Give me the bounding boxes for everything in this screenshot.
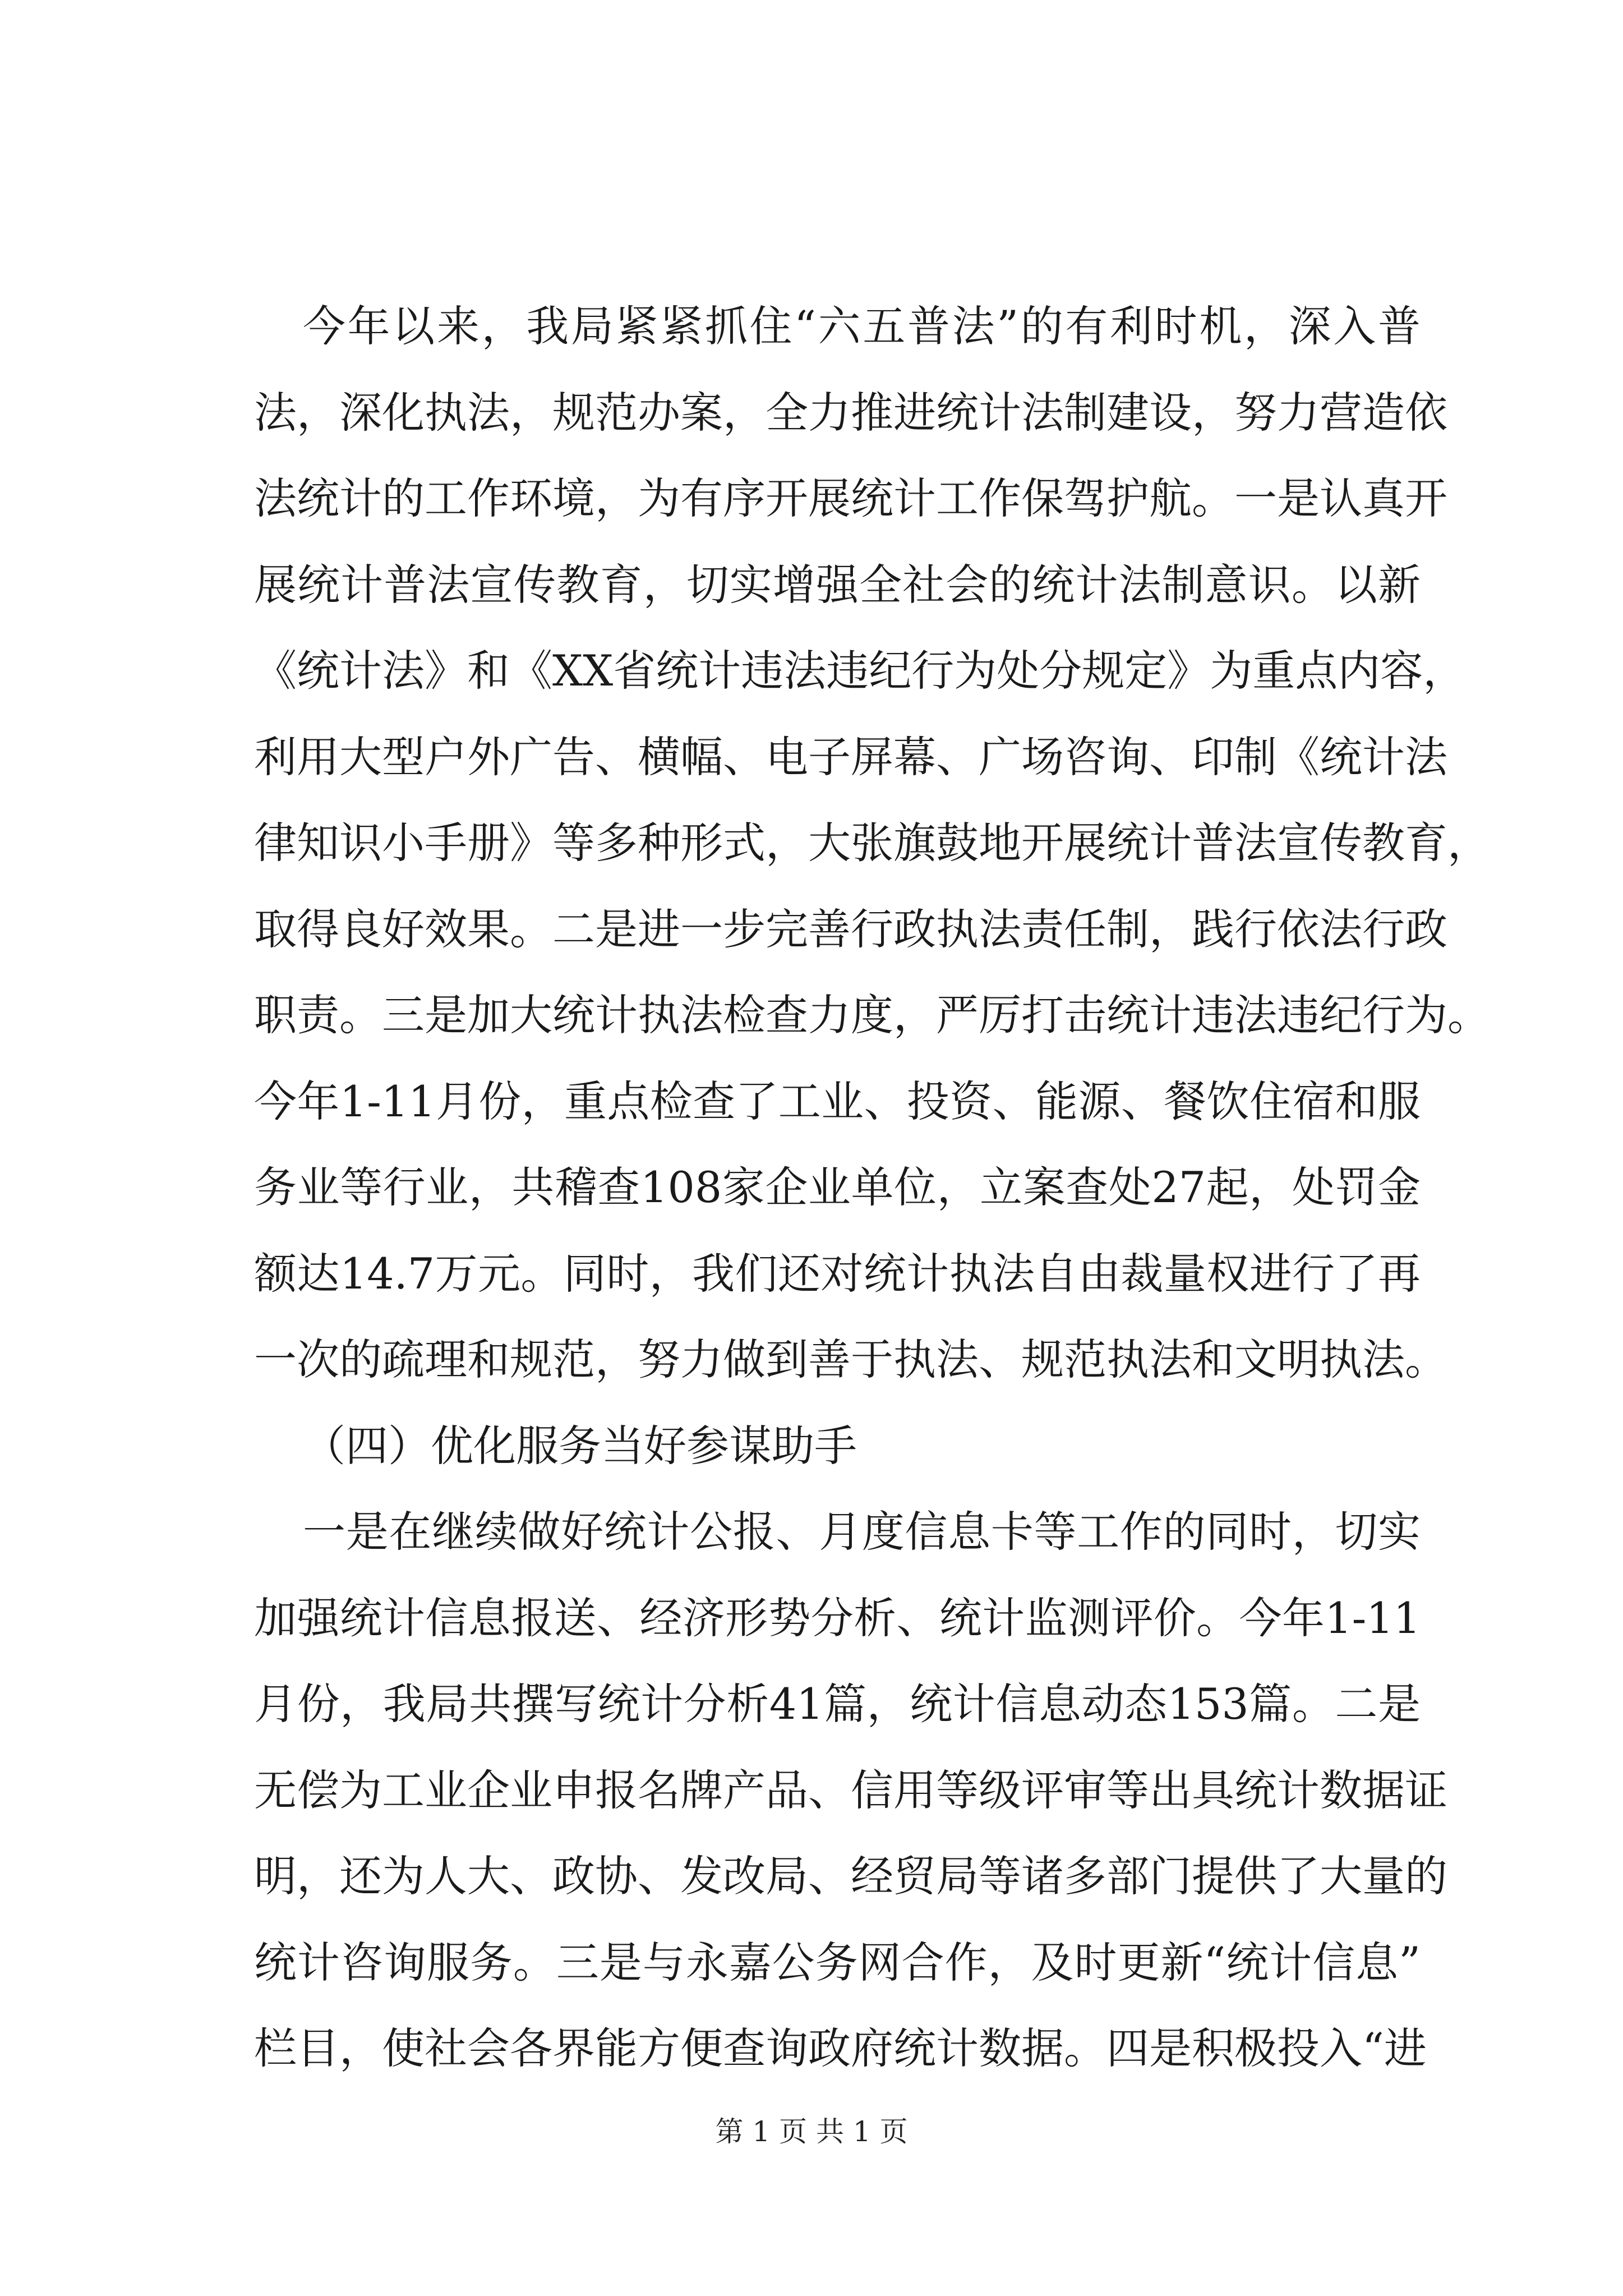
paragraph-line: 《统计法》和《XX省统计违法违纪行为处分规定》为重点内容， [254,646,1466,696]
paragraph-line: 律知识小手册》等多种形式，大张旗鼓地开展统计普法宣传教育， [254,818,1490,868]
paragraph-line: 无偿为工业企业申报名牌产品、信用等级评审等出具统计数据证 [254,1765,1447,1815]
paragraph-line: 一次的疏理和规范，努力做到善于执法、规范执法和文明执法。 [254,1335,1447,1384]
paragraph-line: 职责。三是加大统计执法检查力度，严厉打击统计违法违纪行为。 [254,990,1490,1040]
page-footer: 第 1 页 共 1 页 [715,2115,908,2148]
paragraph-line: 统计咨询服务。三是与永嘉公务网合作，及时更新“统计信息” [254,1938,1421,1987]
paragraph-line: 栏目，使社会各界能方便查询政府统计数据。四是积极投入“进 [254,2023,1427,2073]
paragraph-line: 额达14.7万元。同时，我们还对统计执法自由裁量权进行了再 [254,1249,1421,1299]
paragraph-line: 今年1-11月份，重点检查了工业、投资、能源、餐饮住宿和服 [254,1076,1421,1126]
paragraph-line: 取得良好效果。二是进一步完善行政执法责任制，践行依法行政 [254,904,1447,954]
paragraph-line: 法，深化执法，规范办案，全力推进统计法制建设，努力营造依 [254,388,1447,438]
paragraph-line: 展统计普法宣传教育，切实增强全社会的统计法制意识。以新 [254,560,1421,610]
paragraph-line: 法统计的工作环境，为有序开展统计工作保驾护航。一是认真开 [254,473,1447,523]
paragraph-line: 利用大型户外广告、横幅、电子屏幕、广场咨询、印制《统计法 [254,732,1447,782]
paragraph-line: 今年以来，我局紧紧抓住“六五普法”的有利时机，深入普 [303,301,1421,351]
paragraph-line: 一是在继续做好统计公报、月度信息卡等工作的同时，切实 [303,1507,1421,1557]
section-heading: （四）优化服务当好参谋助手 [303,1421,857,1471]
paragraph-line: 月份，我局共撰写统计分析41篇，统计信息动态153篇。二是 [254,1679,1421,1729]
paragraph-line: 明，还为人大、政协、发改局、经贸局等诸多部门提供了大量的 [254,1851,1447,1901]
paragraph-line: 务业等行业，共稽查108家企业单位，立案查处27起，处罚金 [254,1162,1421,1212]
paragraph-line: 加强统计信息报送、经济形势分析、统计监测评价。今年1-11 [254,1593,1421,1643]
